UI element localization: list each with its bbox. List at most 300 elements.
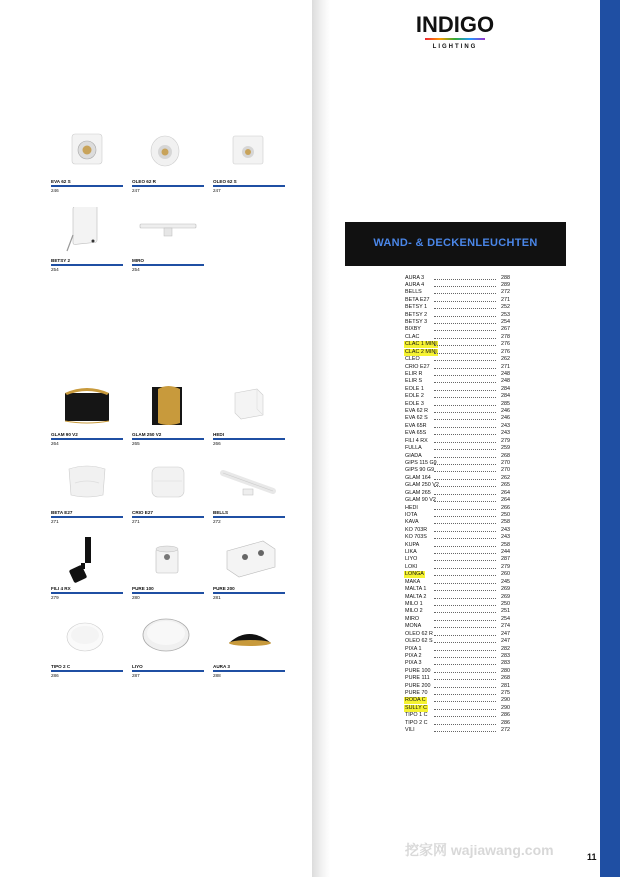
index-leader-dots: [434, 679, 496, 680]
index-leader-dots: [434, 709, 496, 710]
index-row[interactable]: [404, 505, 510, 512]
index-item-page: 244: [501, 549, 510, 556]
index-item-page: 274: [501, 623, 510, 630]
index-row[interactable]: [404, 430, 510, 437]
index-item-name: EOLE 3: [405, 400, 424, 407]
index-item-page: 281: [501, 682, 510, 689]
index-item-page: 254: [501, 615, 510, 622]
index-item-page: 268: [501, 675, 510, 682]
index-item-name: PIXA 2: [405, 652, 422, 659]
index-item-page: 289: [501, 281, 510, 288]
index-item-page: 258: [501, 519, 510, 526]
index-item-page: 279: [501, 563, 510, 570]
index-item-page: 284: [501, 393, 510, 400]
index-row[interactable]: [404, 356, 510, 363]
index-item-name: EOLE 1: [405, 385, 424, 392]
index-item-page: 267: [501, 326, 510, 333]
product-name: CRIO E27: [132, 510, 153, 515]
index-row[interactable]: [404, 490, 510, 497]
index-leader-dots: [434, 546, 496, 547]
index-row[interactable]: [404, 334, 510, 341]
index-item-name: KAVA: [405, 519, 419, 526]
index-item-name: EVA 65R: [405, 422, 427, 429]
index-leader-dots: [434, 471, 496, 472]
index-leader-dots: [434, 531, 496, 532]
index-leader-dots: [434, 486, 496, 487]
index-leader-dots: [434, 390, 496, 391]
index-item-page: 250: [501, 511, 510, 518]
index-row[interactable]: [404, 519, 510, 526]
index-leader-dots: [434, 635, 496, 636]
index-leader-dots: [434, 724, 496, 725]
index-leader-dots: [434, 427, 496, 428]
index-row[interactable]: [404, 304, 510, 311]
product-divider: [51, 592, 123, 594]
index-item-page: 248: [501, 378, 510, 385]
index-leader-dots: [434, 479, 496, 480]
product-divider: [51, 670, 123, 672]
index-item-page: 264: [501, 497, 510, 504]
index-item-name: SULLY C: [405, 704, 427, 711]
index-item-page: 272: [501, 289, 510, 296]
index-item-name: HEDI: [405, 504, 418, 511]
index-row[interactable]: [404, 623, 510, 630]
section-title: WAND- & DECKENLEUCHTEN: [373, 237, 538, 249]
index-leader-dots: [434, 405, 496, 406]
product-divider: [51, 185, 123, 187]
brand-logo-title: INDIGO: [415, 12, 495, 37]
index-row[interactable]: [404, 438, 510, 445]
index-row[interactable]: [404, 460, 510, 467]
index-item-name: BETSY 2: [405, 311, 428, 318]
index-item-name: GLAM 90 V2: [405, 497, 436, 504]
product-image-pure200: [213, 535, 285, 585]
index-leader-dots: [434, 605, 496, 606]
index-leader-dots: [434, 642, 496, 643]
index-item-name: MILO 1: [405, 600, 423, 607]
index-item-name: MALTA 2: [405, 593, 427, 600]
index-item-page: 278: [501, 333, 510, 340]
index-item-page: 246: [501, 415, 510, 422]
index-item-page: 262: [501, 356, 510, 363]
index-row[interactable]: [404, 319, 510, 326]
index-item-page: 276: [501, 348, 510, 355]
index-item-page: 262: [501, 474, 510, 481]
index-leader-dots: [434, 301, 496, 302]
index-leader-dots: [434, 672, 496, 673]
product-page: 271: [132, 519, 140, 524]
index-item-name: PURE 100: [405, 667, 431, 674]
index-row[interactable]: [404, 401, 510, 408]
brand-logo-rule: [425, 38, 485, 40]
product-name: EVA 62 S: [51, 179, 71, 184]
index-row[interactable]: [404, 683, 510, 690]
index-row[interactable]: [404, 364, 510, 371]
index-row[interactable]: [404, 668, 510, 675]
product-divider: [132, 516, 204, 518]
product-page: 266: [213, 441, 221, 446]
index-leader-dots: [434, 316, 496, 317]
index-leader-dots: [434, 598, 496, 599]
index-item-name: TIPO 1 C: [405, 712, 428, 719]
index-item-name: KO 703R: [405, 526, 428, 533]
index-row[interactable]: [404, 564, 510, 571]
product-page: 272: [213, 519, 221, 524]
index-item-page: 268: [501, 452, 510, 459]
index-item-name: ELIR R: [405, 370, 423, 377]
index-item-name: EVA 65S: [405, 430, 427, 437]
index-leader-dots: [434, 657, 496, 658]
index-item-page: 243: [501, 534, 510, 541]
index-item-page: 271: [501, 296, 510, 303]
index-row[interactable]: [404, 616, 510, 623]
index-leader-dots: [434, 419, 496, 420]
product-page: 246: [51, 188, 59, 193]
index-item-name: AURA 3: [405, 274, 425, 281]
index-item-name: MAKA: [405, 578, 421, 585]
product-name: LIYO: [132, 664, 143, 669]
product-divider: [51, 516, 123, 518]
index-leader-dots: [434, 494, 496, 495]
index-row[interactable]: [404, 594, 510, 601]
product-divider: [213, 185, 285, 187]
index-item-name: MONA: [405, 623, 422, 630]
product-page: 288: [213, 673, 221, 678]
index-item-name: BETSY 1: [405, 304, 428, 311]
index-item-page: 246: [501, 408, 510, 415]
product-name: MIRO: [132, 258, 144, 263]
index-row[interactable]: [404, 675, 510, 682]
product-image-pure100: [132, 535, 204, 585]
index-item-page: 283: [501, 652, 510, 659]
page-gutter: [312, 0, 330, 877]
index-leader-dots: [434, 553, 496, 554]
index-row[interactable]: [404, 660, 510, 667]
index-item-name: PIXA 1: [405, 645, 422, 652]
index-item-page: 285: [501, 400, 510, 407]
index-item-page: 243: [501, 422, 510, 429]
index-row[interactable]: [404, 646, 510, 653]
product-divider: [132, 264, 204, 266]
product-divider: [132, 670, 204, 672]
product-image-miro: [132, 207, 204, 257]
index-leader-dots: [434, 538, 496, 539]
index-row[interactable]: [404, 631, 510, 638]
index-item-name: LOKI: [405, 563, 418, 570]
index-item-name: KUPA: [405, 541, 420, 548]
index-row[interactable]: [404, 571, 510, 578]
index-row[interactable]: [404, 720, 510, 727]
index-row[interactable]: [404, 705, 510, 712]
product-image-liyo: [132, 613, 204, 663]
index-row[interactable]: [404, 690, 510, 697]
index-row[interactable]: [404, 408, 510, 415]
index-leader-dots: [434, 523, 496, 524]
product-image-bells: [213, 459, 285, 509]
index-row[interactable]: [404, 275, 510, 282]
index-leader-dots: [434, 627, 496, 628]
product-name: FILI 4 RX: [51, 586, 71, 591]
product-divider: [213, 592, 285, 594]
index-item-page: 265: [501, 482, 510, 489]
index-row[interactable]: [404, 608, 510, 615]
index-item-page: 282: [501, 645, 510, 652]
product-divider: [213, 516, 285, 518]
index-row[interactable]: [404, 482, 510, 489]
index-leader-dots: [434, 701, 496, 702]
product-page: 279: [51, 595, 59, 600]
index-item-page: 283: [501, 660, 510, 667]
index-item-name: MILO 2: [405, 608, 423, 615]
index-leader-dots: [434, 583, 496, 584]
index-item-page: 270: [501, 467, 510, 474]
page-number: 11: [587, 852, 597, 862]
index-row[interactable]: [404, 586, 510, 593]
index-item-name: PURE 111: [405, 675, 430, 682]
index-item-page: 276: [501, 341, 510, 348]
index-row[interactable]: [404, 475, 510, 482]
index-leader-dots: [434, 375, 496, 376]
product-divider: [132, 438, 204, 440]
index-item-page: 272: [501, 727, 510, 734]
index-leader-dots: [434, 279, 496, 280]
index-item-page: 266: [501, 504, 510, 511]
index-item-name: EVA 62 S: [405, 415, 428, 422]
index-row[interactable]: [404, 341, 510, 348]
product-page: 264: [51, 441, 59, 446]
index-row[interactable]: [404, 601, 510, 608]
index-item-page: 269: [501, 593, 510, 600]
product-image-glam90v2: [51, 381, 123, 431]
index-item-name: GLAM 164: [405, 474, 431, 481]
index-item-page: 245: [501, 578, 510, 585]
index-row[interactable]: [404, 542, 510, 549]
index-leader-dots: [434, 308, 496, 309]
index-item-name: GLAM 250 V2: [405, 482, 439, 489]
index-item-name: GIPS 90 G9: [405, 467, 435, 474]
index-leader-dots: [434, 716, 496, 717]
index-leader-dots: [434, 509, 496, 510]
product-image-aura3: [213, 613, 285, 663]
index-item-page: 253: [501, 311, 510, 318]
index-item-page: 260: [501, 571, 510, 578]
product-name: GLAM 90 V2: [51, 432, 78, 437]
product-page: 254: [132, 267, 140, 272]
product-name: PURE 200: [213, 586, 235, 591]
product-page: 247: [213, 188, 221, 193]
index-row[interactable]: [404, 556, 510, 563]
product-image-oleo62s: [213, 128, 285, 178]
index-item-page: 248: [501, 370, 510, 377]
product-image-betsy2: [51, 207, 123, 257]
index-row[interactable]: [404, 467, 510, 474]
index-leader-dots: [434, 293, 496, 294]
index-item-page: 243: [501, 526, 510, 533]
index-row[interactable]: [404, 527, 510, 534]
index-leader-dots: [434, 330, 496, 331]
index-item-name: FILI 4 RX: [405, 437, 428, 444]
index-row[interactable]: [404, 415, 510, 422]
index-row[interactable]: [404, 312, 510, 319]
index-item-name: ELIR S: [405, 378, 423, 385]
product-divider: [51, 264, 123, 266]
index-item-page: 247: [501, 638, 510, 645]
index-row[interactable]: [404, 712, 510, 719]
index-leader-dots: [434, 457, 496, 458]
index-row[interactable]: [404, 282, 510, 289]
index-item-name: LIKA: [405, 549, 417, 556]
index-item-page: 288: [501, 274, 510, 281]
product-name: BETSY 2: [51, 258, 71, 263]
index-item-page: 280: [501, 667, 510, 674]
product-image-eva62s: [51, 128, 123, 178]
index-item-page: 243: [501, 430, 510, 437]
index-item-name: BETSY 3: [405, 319, 428, 326]
product-divider: [213, 670, 285, 672]
product-page: 280: [132, 595, 140, 600]
index-row[interactable]: [404, 497, 510, 504]
index-item-name: PIXA 3: [405, 660, 422, 667]
index-row[interactable]: [404, 378, 510, 385]
index-leader-dots: [434, 650, 496, 651]
product-divider: [51, 438, 123, 440]
product-image-fili4rx: [51, 535, 123, 585]
index-leader-dots: [434, 694, 496, 695]
index-row[interactable]: [404, 653, 510, 660]
index-row[interactable]: [404, 289, 510, 296]
index-item-page: 259: [501, 445, 510, 452]
index-item-name: PURE 70: [405, 690, 428, 697]
index-item-page: 252: [501, 304, 510, 311]
product-divider: [132, 185, 204, 187]
index-leader-dots: [434, 412, 496, 413]
index-item-name: CLAC 2 MINI: [405, 348, 437, 355]
index-leader-dots: [434, 382, 496, 383]
index-row[interactable]: [404, 638, 510, 645]
index-item-name: LIYO: [405, 556, 418, 563]
index-item-name: EVA 62 R: [405, 408, 428, 415]
index-row[interactable]: [404, 371, 510, 378]
index-item-page: 250: [501, 600, 510, 607]
index-row[interactable]: [404, 445, 510, 452]
index-item-page: 269: [501, 586, 510, 593]
product-divider: [213, 438, 285, 440]
index-item-name: BELLS: [405, 289, 422, 296]
index-item-name: MIRO: [405, 615, 420, 622]
index-row[interactable]: [404, 697, 510, 704]
index-item-name: FULLA: [405, 445, 422, 452]
product-image-oleo62r: [132, 128, 204, 178]
index-item-name: CLAC: [405, 333, 420, 340]
index-leader-dots: [434, 286, 496, 287]
index-item-name: OLEO 62 S: [405, 638, 433, 645]
index-item-page: 290: [501, 704, 510, 711]
index-leader-dots: [434, 323, 496, 324]
index-leader-dots: [434, 434, 496, 435]
product-image-tipo2c: [51, 613, 123, 663]
index-leader-dots: [434, 516, 496, 517]
product-name: PURE 100: [132, 586, 154, 591]
index-leader-dots: [434, 568, 496, 569]
index-row[interactable]: [404, 326, 510, 333]
product-image-beta-e27: [51, 459, 123, 509]
product-page: 271: [51, 519, 59, 524]
product-page: 247: [132, 188, 140, 193]
product-divider: [132, 592, 204, 594]
index-row[interactable]: [404, 727, 510, 734]
product-name: OLEO 62 S: [213, 179, 237, 184]
product-name: BETA E27: [51, 510, 73, 515]
index-item-name: RODA C: [405, 697, 426, 704]
index-item-name: EOLE 2: [405, 393, 424, 400]
index-item-name: VILI: [405, 727, 415, 734]
product-name: BELLS: [213, 510, 229, 515]
index-leader-dots: [434, 575, 496, 576]
index-item-name: CLAC 1 MINI: [405, 341, 437, 348]
index-item-name: CLEO: [405, 356, 420, 363]
index-item-page: 251: [501, 608, 510, 615]
index-item-page: 286: [501, 719, 510, 726]
index-item-name: PURE 200: [405, 682, 431, 689]
index-item-name: TIPO 2 C: [405, 719, 428, 726]
index-item-page: 247: [501, 630, 510, 637]
index-item-name: KO 703S: [405, 534, 427, 541]
index-item-page: 287: [501, 556, 510, 563]
index-row[interactable]: [404, 512, 510, 519]
index-item-name: MALTA 1: [405, 586, 427, 593]
index-leader-dots: [434, 620, 496, 621]
product-name: HEDI: [213, 432, 224, 437]
index-leader-dots: [434, 345, 496, 346]
product-page: 286: [51, 673, 59, 678]
index-item-page: 284: [501, 385, 510, 392]
index-leader-dots: [434, 397, 496, 398]
index-leader-dots: [434, 590, 496, 591]
index-item-page: 271: [501, 363, 510, 370]
index-leader-dots: [434, 612, 496, 613]
index-row[interactable]: [404, 349, 510, 356]
index-row[interactable]: [404, 549, 510, 556]
index-row[interactable]: [404, 534, 510, 541]
index-leader-dots: [434, 449, 496, 450]
index-leader-dots: [434, 687, 496, 688]
index-row[interactable]: [404, 297, 510, 304]
product-page: 281: [213, 595, 221, 600]
index-item-name: OLEO 62 R: [405, 630, 433, 637]
brand-logo-subtitle: LIGHTING: [432, 44, 478, 50]
index-item-name: AURA 4: [405, 281, 425, 288]
index-item-name: GIADA: [405, 452, 422, 459]
index-leader-dots: [434, 501, 496, 502]
index-item-name: GIPS 115 G9: [405, 460, 437, 466]
index-item-name: GLAM 265: [405, 489, 431, 496]
index-row[interactable]: [404, 393, 510, 400]
index-leader-dots: [434, 664, 496, 665]
index-item-name: LONGA: [405, 571, 424, 578]
index-leader-dots: [434, 442, 496, 443]
product-name: AURA 3: [213, 664, 230, 669]
index-row[interactable]: [404, 579, 510, 586]
index-leader-dots: [434, 338, 496, 339]
index-item-name: BETA E27: [405, 296, 430, 303]
index-leader-dots: [434, 353, 496, 354]
index-item-page: 279: [501, 437, 510, 444]
index-row[interactable]: [404, 423, 510, 430]
index-row[interactable]: [404, 453, 510, 460]
index-row[interactable]: [404, 386, 510, 393]
product-name: OLEO 62 R: [132, 179, 156, 184]
blue-edge-stripe: [600, 0, 620, 877]
